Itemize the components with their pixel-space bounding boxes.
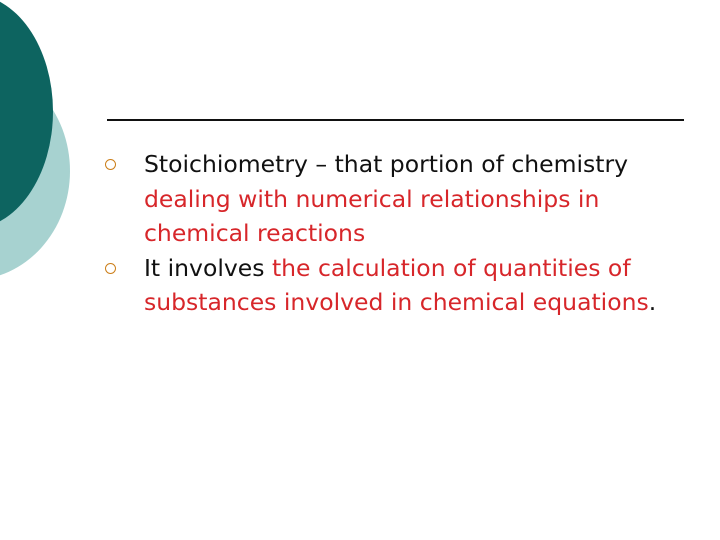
bullet-text: It involves [144,253,272,282]
hollow-circle-bullet-icon [105,263,116,274]
highlighted-text: the calculation of quantities of substances involved in chemical equations [144,253,649,316]
bullet-text: Stoichiometry – that portion of chemistry [144,150,629,178]
title-divider-line [107,119,684,121]
bullet-item-calculation [108,251,698,320]
bullet-text-end: . [648,288,657,316]
highlighted-text: dealing with numerical relationships in chemical reactions [144,184,600,247]
bullet-list [108,147,698,320]
bullet-item-stoichiometry-definition [108,147,698,251]
hollow-circle-bullet-icon [105,159,116,170]
